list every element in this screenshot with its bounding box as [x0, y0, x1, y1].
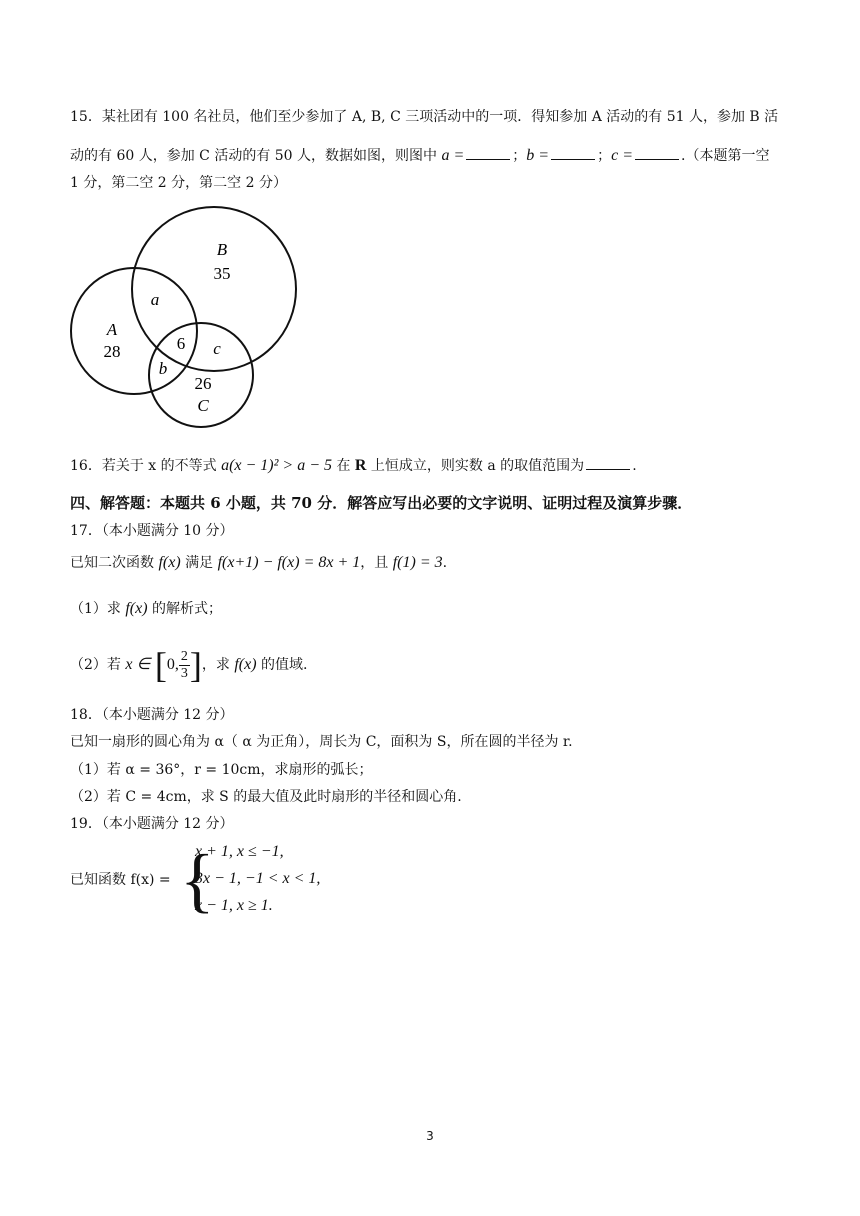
region-center: 6 — [176, 334, 186, 353]
count-a: 28 — [103, 342, 121, 361]
q18-part1: （1）若 α = 36°，r = 10cm，求扇形的弧长； — [70, 762, 373, 778]
q15-line1: 15．某社团有 100 名社员，他们至少参加了 A, B, C 三项活动中的一项．得知参加 A 活动的有 51 人，参加 B 活 — [70, 109, 779, 125]
page-number: 3 — [426, 1129, 434, 1143]
region-ac: b — [158, 359, 168, 378]
q15-c-label: c = — [611, 147, 633, 164]
section-heading: 四、解答题：本题共 6 小题，共 70 分．解答应写出必要的文字说明、证明过程及演算步骤． — [70, 494, 693, 512]
q17-stem: 已知二次函数 f(x) 满足 f(x+1) − f(x) = 8x + 1，且 f(1) = 3. — [70, 554, 448, 571]
q18-stem: 已知一扇形的圆心角为 α（ α 为正角），周长为 C，面积为 S，所在圆的半径为 r. — [70, 734, 573, 750]
label-b: B — [216, 240, 228, 259]
answer-blank-a — [466, 147, 510, 160]
q19-case-3: x − 1, x ≥ 1. — [195, 897, 273, 914]
q15-line2: 动的有 60 人，参加 C 活动的有 50 人，数据如图，则图中 a = ；b = ；c = .（本题第一空 — [70, 147, 770, 164]
q17-head: 17．（本小题满分 10 分） — [70, 523, 234, 539]
q19-case-1: x + 1, x ≤ −1, — [195, 843, 284, 860]
piecewise-brace: { — [180, 840, 215, 920]
circle-a — [71, 268, 197, 394]
q15-b-label: b = — [526, 147, 550, 164]
q17-part1: （1）求 f(x) 的解析式； — [70, 600, 223, 617]
q15-line3: 1 分，第二空 2 分，第二空 2 分） — [70, 175, 287, 191]
q19-stem: 已知函数 f(x) = — [70, 872, 171, 888]
q16-line: 16．若关于 x 的不等式 a(x − 1)² > a − 5 在 R 上恒成立，则实数 a 的取值范围为 . — [70, 457, 637, 474]
q16-inequality: a(x − 1)² > a − 5 — [221, 457, 333, 474]
answer-blank-b — [551, 147, 595, 160]
count-b: 35 — [213, 264, 231, 283]
q17-equation: f(x+1) − f(x) = 8x + 1 — [217, 554, 361, 571]
region-bc: c — [213, 339, 221, 358]
q18-part2: （2）若 C = 4cm，求 S 的最大值及此时扇形的半径和圆心角. — [70, 789, 462, 805]
q18-head: 18．（本小题满分 12 分） — [70, 707, 234, 723]
q17-part2: （2）若 x ∈ [0, $\frac{2}{3}$ ]，求 f(x) 的值域. — [70, 645, 308, 685]
answer-blank-q16 — [586, 457, 630, 470]
count-c: 26 — [194, 374, 212, 393]
venn-diagram — [60, 198, 310, 438]
answer-blank-c — [635, 147, 679, 160]
q15-a-label: a = — [441, 147, 465, 164]
label-c: C — [197, 396, 209, 415]
q19-case-2: 3x − 1, −1 < x < 1, — [195, 870, 321, 887]
fraction-two-thirds: $\frac{2}{3}$ — [180, 648, 188, 681]
q19-head: 19．（本小题满分 12 分） — [70, 816, 234, 832]
region-ab: a — [150, 290, 160, 309]
label-a: A — [106, 320, 118, 339]
